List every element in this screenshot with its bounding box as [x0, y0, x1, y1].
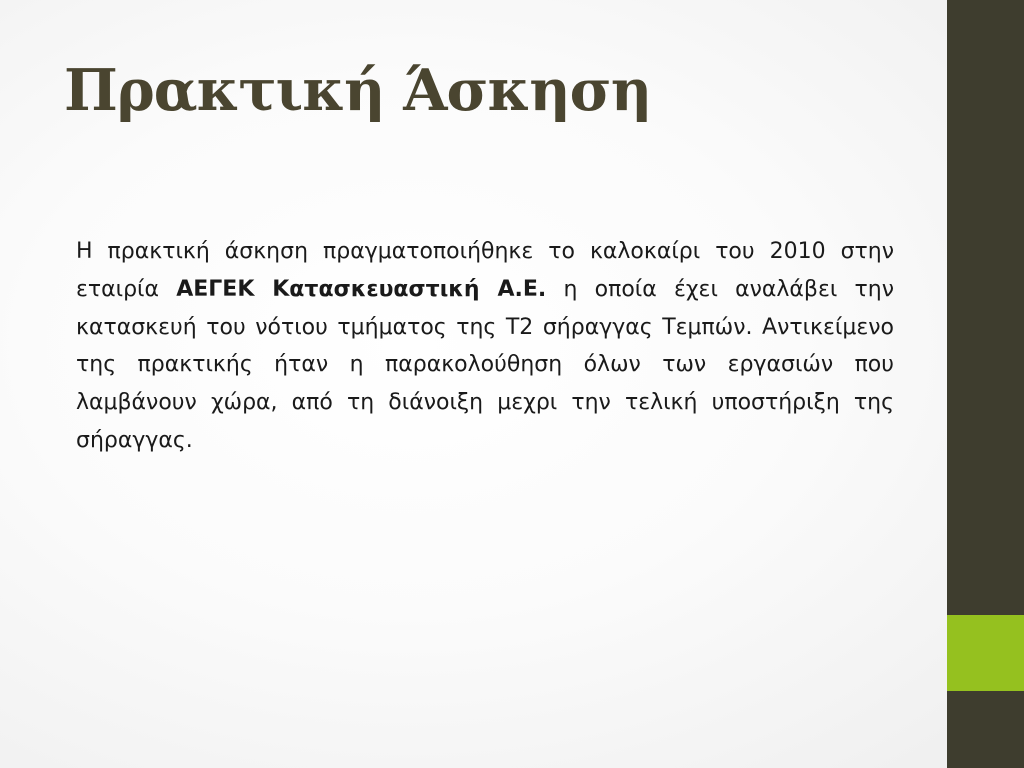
paragraph-text-intro: Η πρακτική άσκηση πραγματοποιήθηκε το καλοκαίρι του 2010 στην εταιρία: [76, 239, 894, 302]
slide-paragraph: [76, 233, 894, 460]
side-bar-accent-segment: [947, 615, 1024, 691]
company-name: ΑΕΓΕΚ Κατασκευαστική Α.Ε.: [176, 276, 547, 302]
side-decoration-bar: [947, 0, 1024, 768]
paragraph-text-rest: η οποία έχει αναλάβει την κατασκευή του νότιου τμήματος της Τ2 σήραγγας Τεμπών. Αντικείμενο της πρακτικής ήταν η παρακολούθηση όλων των εργασιών που λαμβάνουν χώρα, από τη διάνοιξη μεχρι την τελική υποστήριξη της σήραγγας.: [76, 276, 894, 453]
slide-title: Πρακτική Άσκηση: [64, 57, 652, 124]
